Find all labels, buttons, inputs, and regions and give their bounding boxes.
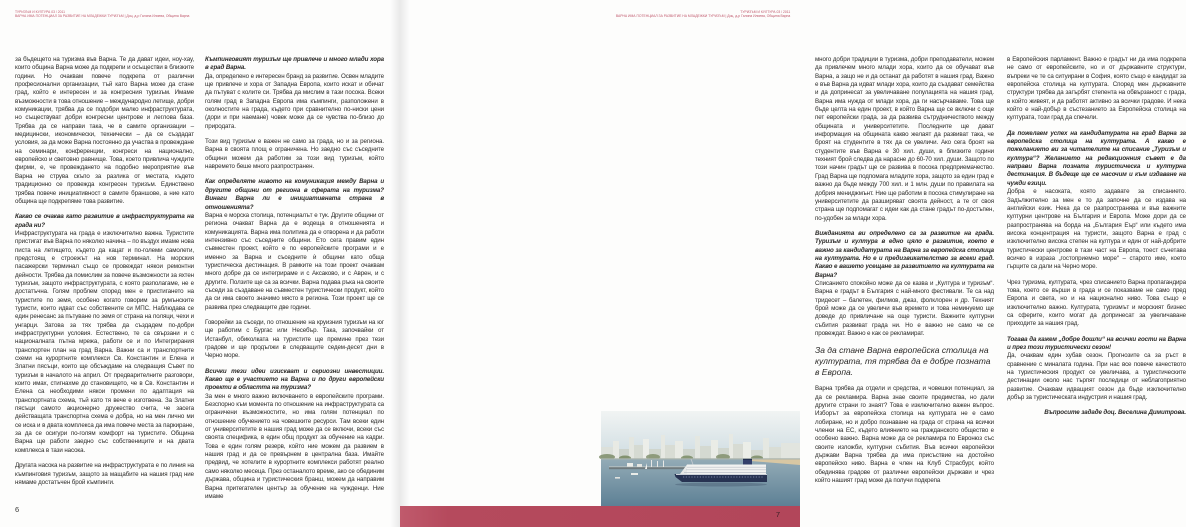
running-header-line1: ТУРИЗЪМ И КУЛТУРА 03 / 2011 [740,10,790,14]
interview-question: Вижданията ви определено са за развитие на града. Туризъм и култура в едно цяло е развитие, което е важно за кандидатурата на Варна за европейска столица на културата. Но е и предизвикателство за всеки град. Какво е вашето усещане за развитието на културата на Варна? [815,229,994,279]
paragraph: Чрез туризма, културата, чрез списанието Варна пропагандира това, което се върши в града и се показваме не само пред Европа и света, но и на национално ниво. Това също е изключително важно. Културата, туризмът и морският бизнес са сферите, които могат да допринесат за увеличаване приходите за нашия град. [1007,278,1186,328]
interview-question: Как определяте нивото на комуникация между Варна и другите общини от региона в сферата на туризма? Винаги Варна ли е инициативната страна в отношенията? [205,178,384,211]
page-number-right: 7 [775,510,780,519]
byline: Въпросите зададе доц. Веселина Димитрова. [1044,409,1186,417]
text-column-2 [205,56,384,501]
paragraph: Варна е морска столица, потенциалът е тук. Другите общини от региона очакват Варна да е водеща в отношенията и комуникацията. Варна има политика да е отворена и да работи интензивно със съседните общини. Ето сега правим един съвместен проект, който е по европейските програми и е именно за Варна и съседните ѝ общини като обща туристическа дестинация. В рамките на този проект очаквам много добре да се интегрираме и с Аксаково, и с Аврен, и с другите. Ползите ще са за всички. Варна подава ръка на своите съседи за създаване на съвместен туристически продукт, който да си има своето значимо място в региона. Този проект ще се развива през следващите две години. [205,211,384,311]
paragraph: За мен е много важно включването в европейските програми. Безспорно към момента по отношение на инфраструктурата са ограничени възможностите, но има голям потенциал по отношение обучението на човешките ресурси. Там всеки един от университетите в нашия град може да се включи, всеки със своята специфика, в един общ продукт за обучение на кадри. Това е един голям резерв, който ние можем да развием в нашия град и да се превърнем в централна база. Имайте предвид, че хотелите в курортните комплекси работят реално само няколко месеца. През останалото време, ако се обединим държава, община и туристическия бранш, можем да направим Варна притегателен център за обучение на чужденци. Ние имаме [205,392,384,500]
interview-question: Тогава да кажем „добре дошли“ на всички гости на Варна и през този туристически сезон! [1007,335,1186,351]
paragraph: за бъдещето на туризма във Варна. Те да дават идеи, ноу-хау, които община Варна може да подкрепи и осъществи в близките години. Но очаквам повече подкрепа от различни професионални организации, тъй като Варна може да стане град, който е интересен и за конгресния туризъм. Имаме възможности в това отношение – международно летище, добри комуникации, трябва да се подобри малко инфраструктурата, но съществуват добри конгресни центрове и леглова база. Трябва да се направи така, че в самите организации – медицински, икономически, технически – да се създадат условия, за да може Варна постоянно да участва в провеждане на семинари, конференции, конгреси на национално, европейско и световно равнище. Това, което привлича чуждите фирми, е, че провеждането на подобно мероприятие във Варна не струва скъпо за разлика от местата, където традиционно се провежда конгресен туризъм. Единствено трябва повече инициативност в самите браншове, а ние като община ще подкрепяме това развитие. [15,56,194,205]
page-number-left: 6 [15,505,20,514]
text-column-4 [1007,56,1186,418]
running-header-line2: ВАРНА ИМА ПОТЕНЦИАЛ ЗА РАЗВИТИЕ НА МЛАДЕЖКИ ТУРИЗЪМ | Доц. д-р Галина Илиева, Община Варна [15,14,190,18]
magazine-page-left [0,0,400,527]
text-column-1 [15,56,194,487]
text-column-3 [815,56,994,485]
paragraph: Варна трябва да отдели и средства, и човешки потенциал, за да се рекламира. Варна знае своите предимства, но дали другите страни го знаят? Това е изключително важен въпрос. Изборът за европейска столица на културата не е само лобиране, но и добро познаване на града от страна на всички членки на ЕС, където влиянието на гражданското общество е особено важно. Варна може да се рекламира по Евронюз със своите изложби, културни събития. Във всички европейски държави Варна трябва да има присъствие на достойно европейско ниво. Варна е член на Клуб Страсбург, който обединява градове от различни европейски държави и чрез който нашият град може да получи подкрепа [815,385,994,485]
paragraph: Другата насока на развитие на инфраструктурата е по линия на къмпинговия туризъм, защото за мащабите на нашия град ние нямаме достатъчен брой къмпинги. [15,462,194,486]
paragraph: Инфраструктурата на града е изключително важна. Туристите пристигат във Варна по няколко начина – по въздух имаме нова писта на летището, където да кацат и по-големи самолети, предстоящ е строежът на нов терминал. На морския пасажерски терминал също се провеждат някои ремонтни дейности. Трябва да помислим за повече възможности за яхтен туризъм, защото инфраструктурата, с която разполагаме, не е достатъчна. Голям проблем според мен е пристигането на туристите по земя, особено когато говорим за румънските туристи, които идват със собствените си МПС. Наблюдава се един ренесанс за пътуване по земя от страна на поляци, чехи и унгарци. Затова за тях трябва да създадем по-добри инфраструктурни условия. Естествено, те са свързани и с националната пътна мрежа, работи се и по Интегрирания транспортен план на град Варна. Важни са и транспортните схеми на курортните комплекси Св. Константин и Елена и Златни пясъци, които ще обсъждаме на следващия Съвет по туризъм в началото на април. От предварителните разговори, които имах, стигнахме до становището, че в Св. Константин и Елена са необходими някои промени по адаптация на транспортната схема, тъй като тя вече е изготвена. За Златни пясъци самото акционерно дружество счита, че засега действащата транспортна схема е добра, но на мен лично ми се иска и в двата комплекса да има повече места за паркиране, за да се осигури по-голям комфорт на туристите. Община Варна ще работи заедно със собствениците и на двата комплекса в тази насока. [15,229,194,454]
paragraph: много добри традиции в туризма, добри преподаватели, можем да привлечем много млади хора, които да се обучават във Варна, а защо не и да останат да работят в нашия град. Важно е във Варна да идват млади хора, които да създават семейства и да допринесат за увеличаване популацията на нашия град. Варна има нужда от млади хора, да ги насърчаваме. Това ще бъде целта на един проект, в който Варна ще се включи с още пет европейски града, за да развива сътрудничеството между общината и университетите. Последните ще дават информация на общината какво желаят да развиват така, че броят на студентите в тях да се увеличи. Ако сега броят на студентите във Варна е 30 хил. души, в близките години техният брой следва да нарасне до 60-70 хил. души. Защото по този начин градът ще се развива в посока предприемачество. Град Варна ще подпомага младите хора, защото за един град е важно да бъде между 700 хил. и 1 млн. души по правилата на добрия мениджмънт. Ние ще работим в посока стимулиране на университетите да разширяват своята дейност, а те от своя страна ще подпомагат с идеи как да стане градът по-достъпен, по-удобен за млади хора. [815,56,994,222]
interview-question: Какво се очаква като развитие в инфраструктурата на града ни? [15,213,194,229]
paragraph: Да, очаквам един хубав сезон. Прогнозите са за ръст в сравнение с миналата година. При нас все повече качеството на туристическия продукт се увеличава, а туристическите дестинации около нас търпят последици от неблагоприятно развитие. Очаквам идващият сезон да бъде изключително добър за туристическата индустрия и нашия град. [1007,352,1186,402]
running-header-line2: ВАРНА ИМА ПОТЕНЦИАЛ ЗА РАЗВИТИЕ НА МЛАДЕЖКИ ТУРИЗЪМ | Доц. д-р Галина Илиева, Община Варна [615,14,790,18]
footer-bar [400,506,800,527]
paragraph: Говорейки за съседи, по отношение на круизния туризъм на юг ще работим с Бургас или Несебър. Така, започвайки от Истанбул, обиколката на туристите ще премине през тези градове и ще продължи в следващите седем-десет дни в Черно море. [205,318,384,360]
interview-question: Да пожелаем успех на кандидатурата на град Варна за европейска столица на културата. А какво е пожеланието ви за читателите на списание „Туризъм и култура“? Желанието на редакционния съвет е да направи Варна позната туристическа и културна дестинация. В бъдеще ще се насочим и към издаване на чужди езици. [1007,129,1186,187]
varna-harbor-photo [601,411,800,506]
varna-panorama-illustration [601,411,800,506]
running-header-line1: ТУРИЗЪМ И КУЛТУРА 03 / 2011 [15,10,65,14]
interview-question: Всички тези идеи изискват и сериозни инвестиции. Какво ще е участието на Варна и по други европейски проекти в областта на туризма? [205,367,384,392]
running-header-left [15,10,189,18]
paragraph: Списанието спокойно може да се казва и „Култура и туризъм“. Варна е градът в България с най-много фестивали. Те са над тридесет – балетен, филмов, джаз, фолклорен и др. Техният брой може да се увеличи във времето и това неминуемо ще доведе до привличане на още туристи. Важните културни събития развиват града ни. Но е важно не само че се провеждат. Важно е как се рекламират. [815,279,994,337]
pull-quote: За да стане Варна европейска столица на културата, тя трябва да е добре позната в Европа. [815,345,991,378]
interview-question: Къмпинговият туризъм ще привлече и много млади хора в град Варна. [205,56,384,72]
paragraph: в Европейския парламент. Важно е градът ни да има подкрепа не само от европейските, но и от държавните структури, въпреки че те са ситуирани в София, която също е кандидат за европейска столица на културата. Според мен държавните структури трябва да загърбят степента на обвързаност с града, в който живеят, и да работят активно за всички градове. И нека който е най-добър в състезанието за Европейска столица на културата, този град да спечели. [1007,56,1186,122]
paragraph: Този вид туризъм е важен не само за града, но и за региона. Варна в своята площ е ограничена. Но заедно със съседните общини можем да работим за този вид туризъм, който навремето беше много разпространен. [205,138,384,171]
paragraph: Да, определено е интересен бранд за развитие. Освен младите ще привлече и хора от Западна Европа, които искат и обичат да пътуват с колите си. Трябва да мислим в тази посока. Всеки голям град в Западна Европа има къмпинги, разположени в околностите на града, където при сравнително по-ниски цени (дори и при наемане) човек може да се чувства по-близо до природата. [205,72,384,130]
paragraph: Добра е насоката, която задавате за списанието. Задължително за мен е то да започне да се издава на английски език. Нека да се разпространява и във важните културни центрове на България и Европа. Може дори да се разпространява на борда на „България Еър“ или където има висока концентрация на туристи, защото Варна е град с изключително висока степен на култура и един от най-добрите туристически центрове в тази част на Европа, тоест съчетава всичко в израза „гостоприемно море“ – старото име, което гърците са дали на Черно море. [1007,188,1186,271]
running-header-right [616,10,790,18]
